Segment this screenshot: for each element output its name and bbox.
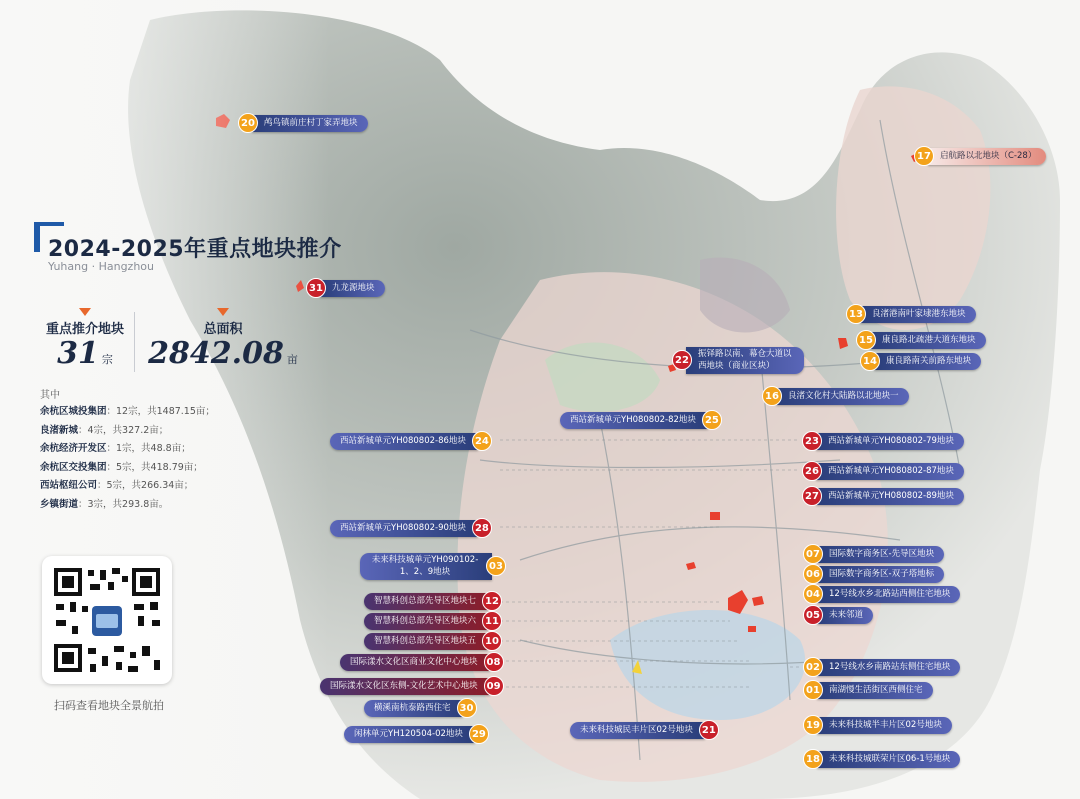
parcel-label-01[interactable]: 01 南湖慢生活街区西侧住宅 bbox=[803, 680, 933, 700]
total-area-value: 2842.08 bbox=[148, 336, 284, 371]
triangle-marker-icon bbox=[79, 308, 91, 316]
parcel-label-18[interactable]: 18 未来科技城联荣片区06-1号地块 bbox=[803, 749, 960, 769]
parcel-label-16[interactable]: 16 良渚文化村大陆路以北地块一 bbox=[762, 386, 909, 406]
parcel-label-02[interactable]: 02 12号线水乡南路站东侧住宅地块 bbox=[803, 657, 960, 677]
developer-list-heading: 其中 bbox=[40, 390, 60, 401]
parcel-label-27[interactable]: 27 西站新城单元YH080802-89地块 bbox=[802, 486, 964, 506]
parcel-label-19[interactable]: 19 未来科技城半丰片区02号地块 bbox=[803, 715, 952, 735]
parcel-label-17[interactable]: 17 启航路以北地块（C-28） bbox=[914, 146, 1046, 166]
parcel-label-15[interactable]: 15 康良路北疏港大道东地块 bbox=[856, 330, 986, 350]
parcel-label-08[interactable]: 国际漾水文化区商业文化中心地块 08 bbox=[340, 652, 504, 672]
parcel-label-11[interactable]: 智慧科创总部先导区地块六 11 bbox=[364, 611, 502, 631]
qr-code-card[interactable] bbox=[42, 556, 172, 684]
parcel-count-unit: 宗 bbox=[101, 353, 113, 366]
parcel-label-14[interactable]: 14 康良路南关前路东地块 bbox=[860, 351, 981, 371]
parcel-count-value: 31 bbox=[57, 336, 99, 371]
parcel-label-20[interactable]: 20 鸬鸟镇前庄村丁家弄地块 bbox=[238, 113, 368, 133]
parcel-label-21[interactable]: 未来科技城民丰片区02号地块 21 bbox=[570, 720, 719, 740]
total-area-unit: 亩 bbox=[286, 353, 298, 366]
triangle-marker-icon bbox=[217, 308, 229, 316]
parcel-label-25[interactable]: 西站新城单元YH080802-82地块 25 bbox=[560, 410, 722, 430]
parcel-label-03[interactable]: 未来科技城单元YH090102-1、2、9地块 03 bbox=[360, 556, 506, 576]
stats-divider bbox=[134, 312, 135, 372]
title-accent-bar bbox=[34, 222, 40, 252]
parcel-count-label: 重点推介地块 bbox=[45, 322, 124, 337]
qr-code-icon bbox=[42, 556, 172, 684]
parcel-label-06[interactable]: 06 国际数字商务区-双子塔地标 bbox=[803, 564, 944, 584]
title-accent-line bbox=[34, 222, 64, 226]
parcel-label-24[interactable]: 西站新城单元YH080802-86地块 24 bbox=[330, 431, 492, 451]
parcel-label-30[interactable]: 横溪南杭泰路西住宅 30 bbox=[364, 698, 477, 718]
parcel-label-29[interactable]: 闲林单元YH120504-02地块 29 bbox=[344, 724, 489, 744]
parcel-label-09[interactable]: 国际漾水文化区东侧-文化艺术中心地块 09 bbox=[320, 676, 504, 696]
total-area-label: 总面积 bbox=[203, 322, 243, 337]
parcel-label-07[interactable]: 07 国际数字商务区-先导区地块 bbox=[803, 544, 944, 564]
parcel-label-12[interactable]: 智慧科创总部先导区地块七 12 bbox=[364, 591, 502, 611]
parcel-label-28[interactable]: 西站新城单元YH080802-90地块 28 bbox=[330, 518, 492, 538]
developer-list bbox=[40, 403, 215, 514]
parcel-label-23[interactable]: 23 西站新城单元YH080802-79地块 bbox=[802, 431, 964, 451]
qr-caption: 扫码查看地块全景航拍 bbox=[54, 699, 164, 712]
list-item: 良渚新城：4宗，共327.2亩； bbox=[40, 424, 169, 436]
parcel-label-05[interactable]: 05 未来邻道 bbox=[803, 605, 873, 625]
parcel-label-04[interactable]: 04 12号线水乡北路站西侧住宅地块 bbox=[803, 584, 960, 604]
parcel-label-31[interactable]: 31 九龙源地块 bbox=[306, 278, 385, 298]
list-item: 乡镇街道：3宗，共293.8亩。 bbox=[40, 498, 169, 510]
parcel-count-stat bbox=[40, 308, 130, 371]
parcel-label-13[interactable]: 13 良渚港南叶家埭港东地块 bbox=[846, 304, 976, 324]
list-item: 余杭区城投集团：12宗，共1487.15亩； bbox=[40, 406, 215, 417]
parcel-label-26[interactable]: 26 西站新城单元YH080802-87地块 bbox=[802, 461, 964, 481]
list-item: 西站枢纽公司：5宗，共266.34亩； bbox=[40, 480, 194, 491]
parcel-label-10[interactable]: 智慧科创总部先导区地块五 10 bbox=[364, 631, 502, 651]
total-area-stat bbox=[148, 308, 298, 371]
parcel-label-22[interactable]: 22 振铎路以南、幕仓大道以西地块（商业区块） bbox=[672, 350, 804, 370]
page-subtitle: Yuhang · Hangzhou bbox=[48, 260, 154, 273]
list-item: 余杭经济开发区：1宗，共48.8亩； bbox=[40, 443, 191, 454]
page-title: 2024-2025年重点地块推介 bbox=[48, 237, 342, 262]
list-item: 余杭区交投集团：5宗，共418.79亩； bbox=[40, 461, 203, 473]
